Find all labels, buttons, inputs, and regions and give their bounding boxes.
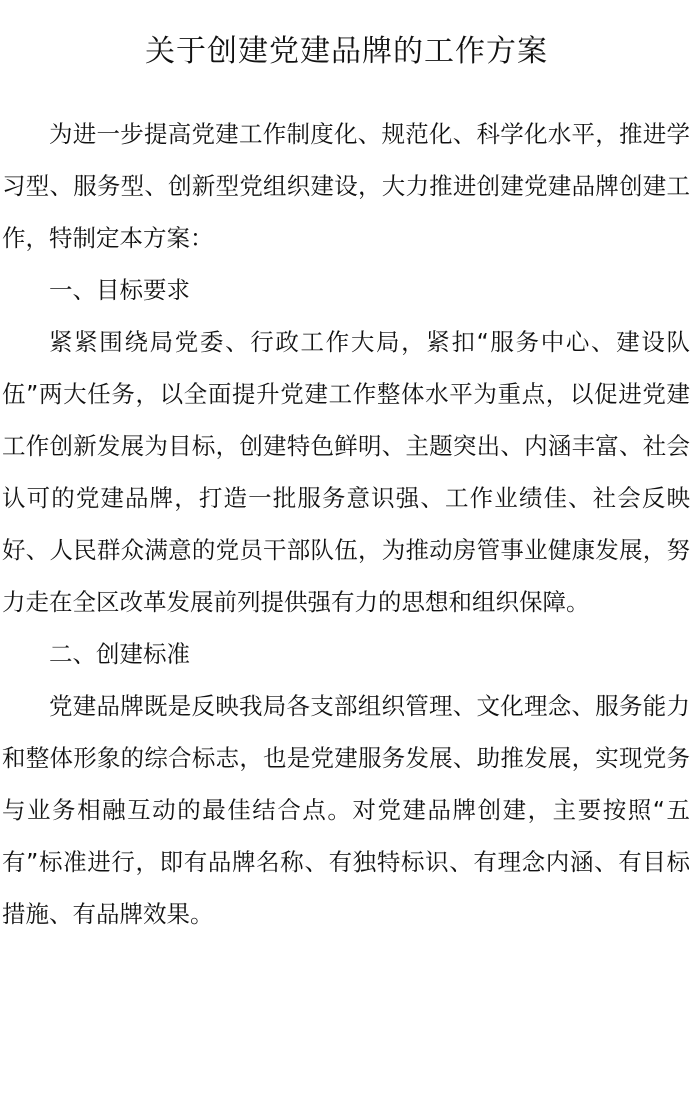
goals-paragraph: 紧紧围绕局党委、行政工作大局，紧扣“服务中心、建设队伍”两大任务，以全面提升党建工作整体水平为重点，以促进党建工作创新发展为目标，创建特色鲜明、主题突出、内涵丰富、社会认可的党建品牌，打造一批服务意识强、工作业绩佳、社会反映好、人民群众满意的党员干部队伍，为推动房管事业健康发展，努力走在全区改革发展前列提供强有力的思想和组织保障。	[2, 328, 690, 616]
standards-paragraph: 党建品牌既是反映我局各支部组织管理、文化理念、服务能力和整体形象的综合标志，也是党建服务发展、助推发展，实现党务与业务相融互动的最佳结合点。对党建品牌创建，主要按照“五有”标准进行，即有品牌名称、有独特标识、有理念内涵、有目标措施、有品牌效果。	[2, 692, 690, 928]
intro-paragraph: 为进一步提高党建工作制度化、规范化、科学化水平，推进学习型、服务型、创新型党组织建设，大力推进创建党建品牌创建工作，特制定本方案：	[2, 120, 690, 252]
section-heading-standards: 二、创建标准	[49, 640, 190, 668]
document-body	[2, 108, 690, 940]
document-title: 关于创建党建品牌的工作方案	[145, 34, 548, 69]
section-heading-goals: 一、目标要求	[49, 276, 190, 304]
